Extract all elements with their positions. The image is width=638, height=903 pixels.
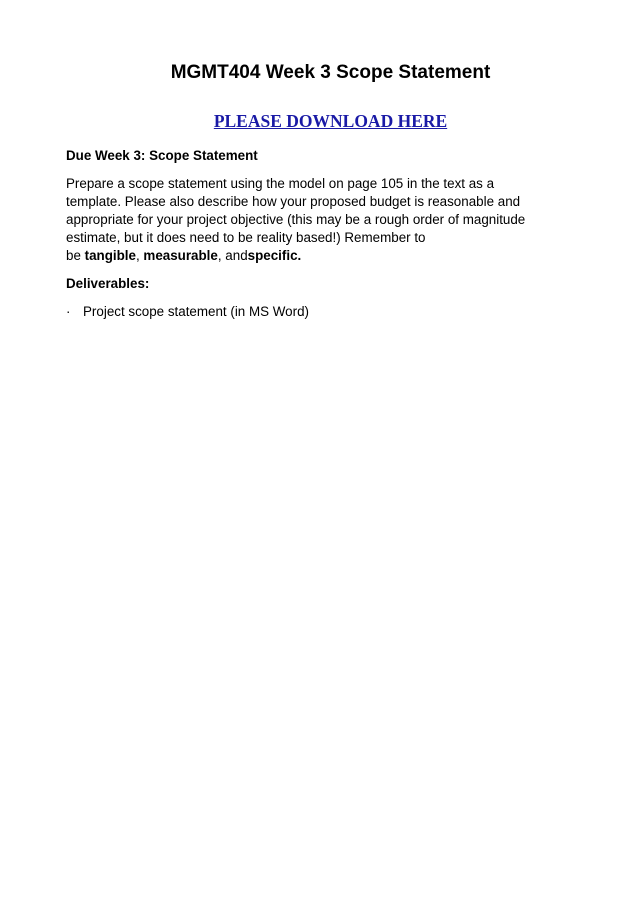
last-line-prefix: be (66, 248, 85, 263)
document-body (66, 147, 576, 321)
paragraph-line: estimate, but it does need to be reality based!) Remember to (66, 230, 426, 245)
term-tangible: tangible (84, 248, 136, 263)
document-title: MGMT404 Week 3 Scope Statement (170, 62, 491, 83)
term-measurable: measurable (143, 248, 218, 263)
bullet-text: Project scope statement (in MS Word) (83, 304, 309, 319)
list-item (66, 303, 576, 321)
paragraph-line: Prepare a scope statement using the model on page 105 in the text as a (66, 176, 495, 191)
instructions-paragraph (66, 175, 576, 265)
paragraph-line: appropriate for your project objective (this may be a rough order of magnitude (66, 212, 526, 227)
paragraph-line: template. Please also describe how your proposed budget is reasonable and (66, 194, 521, 209)
due-heading: Due Week 3: Scope Statement (66, 148, 258, 163)
deliverables-heading: Deliverables: (66, 276, 150, 291)
separator: , (135, 248, 144, 263)
paragraph-last-line (66, 247, 576, 265)
download-link[interactable]: PLEASE DOWNLOAD HERE (213, 111, 448, 131)
bullet-icon: · (66, 304, 71, 319)
separator: , and (217, 248, 248, 263)
term-specific: specific. (247, 248, 302, 263)
